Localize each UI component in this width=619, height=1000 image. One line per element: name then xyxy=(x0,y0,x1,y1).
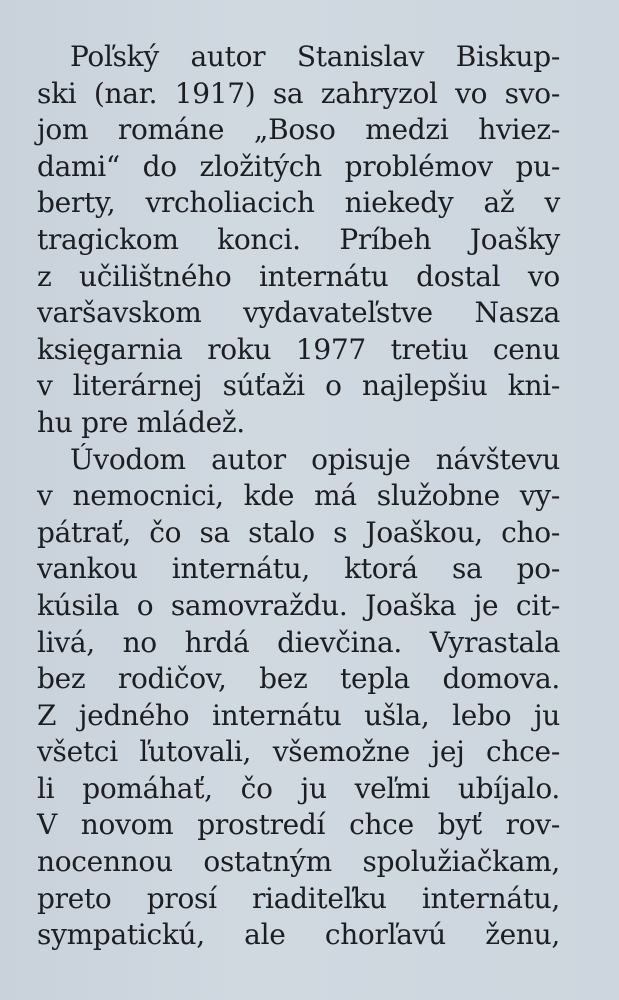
text-line: księgarnia roku 1977 tretiu cenu xyxy=(37,332,560,366)
text-line: V novom prostredí chce byť rov- xyxy=(37,808,560,842)
text-line: Úvodom autor opisuje návštevu xyxy=(70,442,560,476)
text-line: varšavskom vydavateľstve Nasza xyxy=(37,296,560,330)
text-line: bez rodičov, bez tepla domova. xyxy=(37,662,560,696)
text-line: livá, no hrdá dievčina. Vyrastala xyxy=(37,625,560,659)
book-page-text xyxy=(37,39,560,954)
text-line: pátrať, čo sa stalo s Joaškou, cho- xyxy=(37,515,560,549)
text-line: tragickom konci. Príbeh Joašky xyxy=(37,222,560,256)
text-line: vankou internátu, ktorá sa po- xyxy=(37,552,560,586)
text-line: v literárnej súťaži o najlepšiu kni- xyxy=(37,369,560,403)
text-line: všetci ľutovali, všemožne jej chce- xyxy=(37,735,560,769)
text-line: sympatickú, ale chorľavú ženu, xyxy=(37,918,560,952)
paragraph-2 xyxy=(37,442,560,954)
paragraph-1 xyxy=(37,39,560,442)
text-line: li pomáhať, čo ju veľmi ubíjalo. xyxy=(37,771,560,805)
text-line: kúsila o samovraždu. Joaška je cit- xyxy=(37,588,560,622)
text-line: z učilištného internátu dostal vo xyxy=(37,259,560,293)
text-line: v nemocnici, kde má služobne vy- xyxy=(37,479,560,513)
text-line: berty, vrcholiacich niekedy až v xyxy=(37,186,560,220)
text-line: jom románe „Boso medzi hviez- xyxy=(37,113,560,147)
text-line: Poľský autor Stanislav Biskup- xyxy=(70,40,560,73)
text-line: dami“ do zložitých problémov pu- xyxy=(37,149,560,183)
text-line: preto prosí riaditeľku internátu, xyxy=(37,881,560,915)
text-line: ski (nar. 1917) sa zahryzol vo svo- xyxy=(37,76,560,110)
text-line: nocennou ostatným spolužiačkam, xyxy=(37,845,560,879)
text-line: Z jedného internátu ušla, lebo ju xyxy=(37,698,560,732)
text-line: hu pre mládež. xyxy=(37,405,245,439)
